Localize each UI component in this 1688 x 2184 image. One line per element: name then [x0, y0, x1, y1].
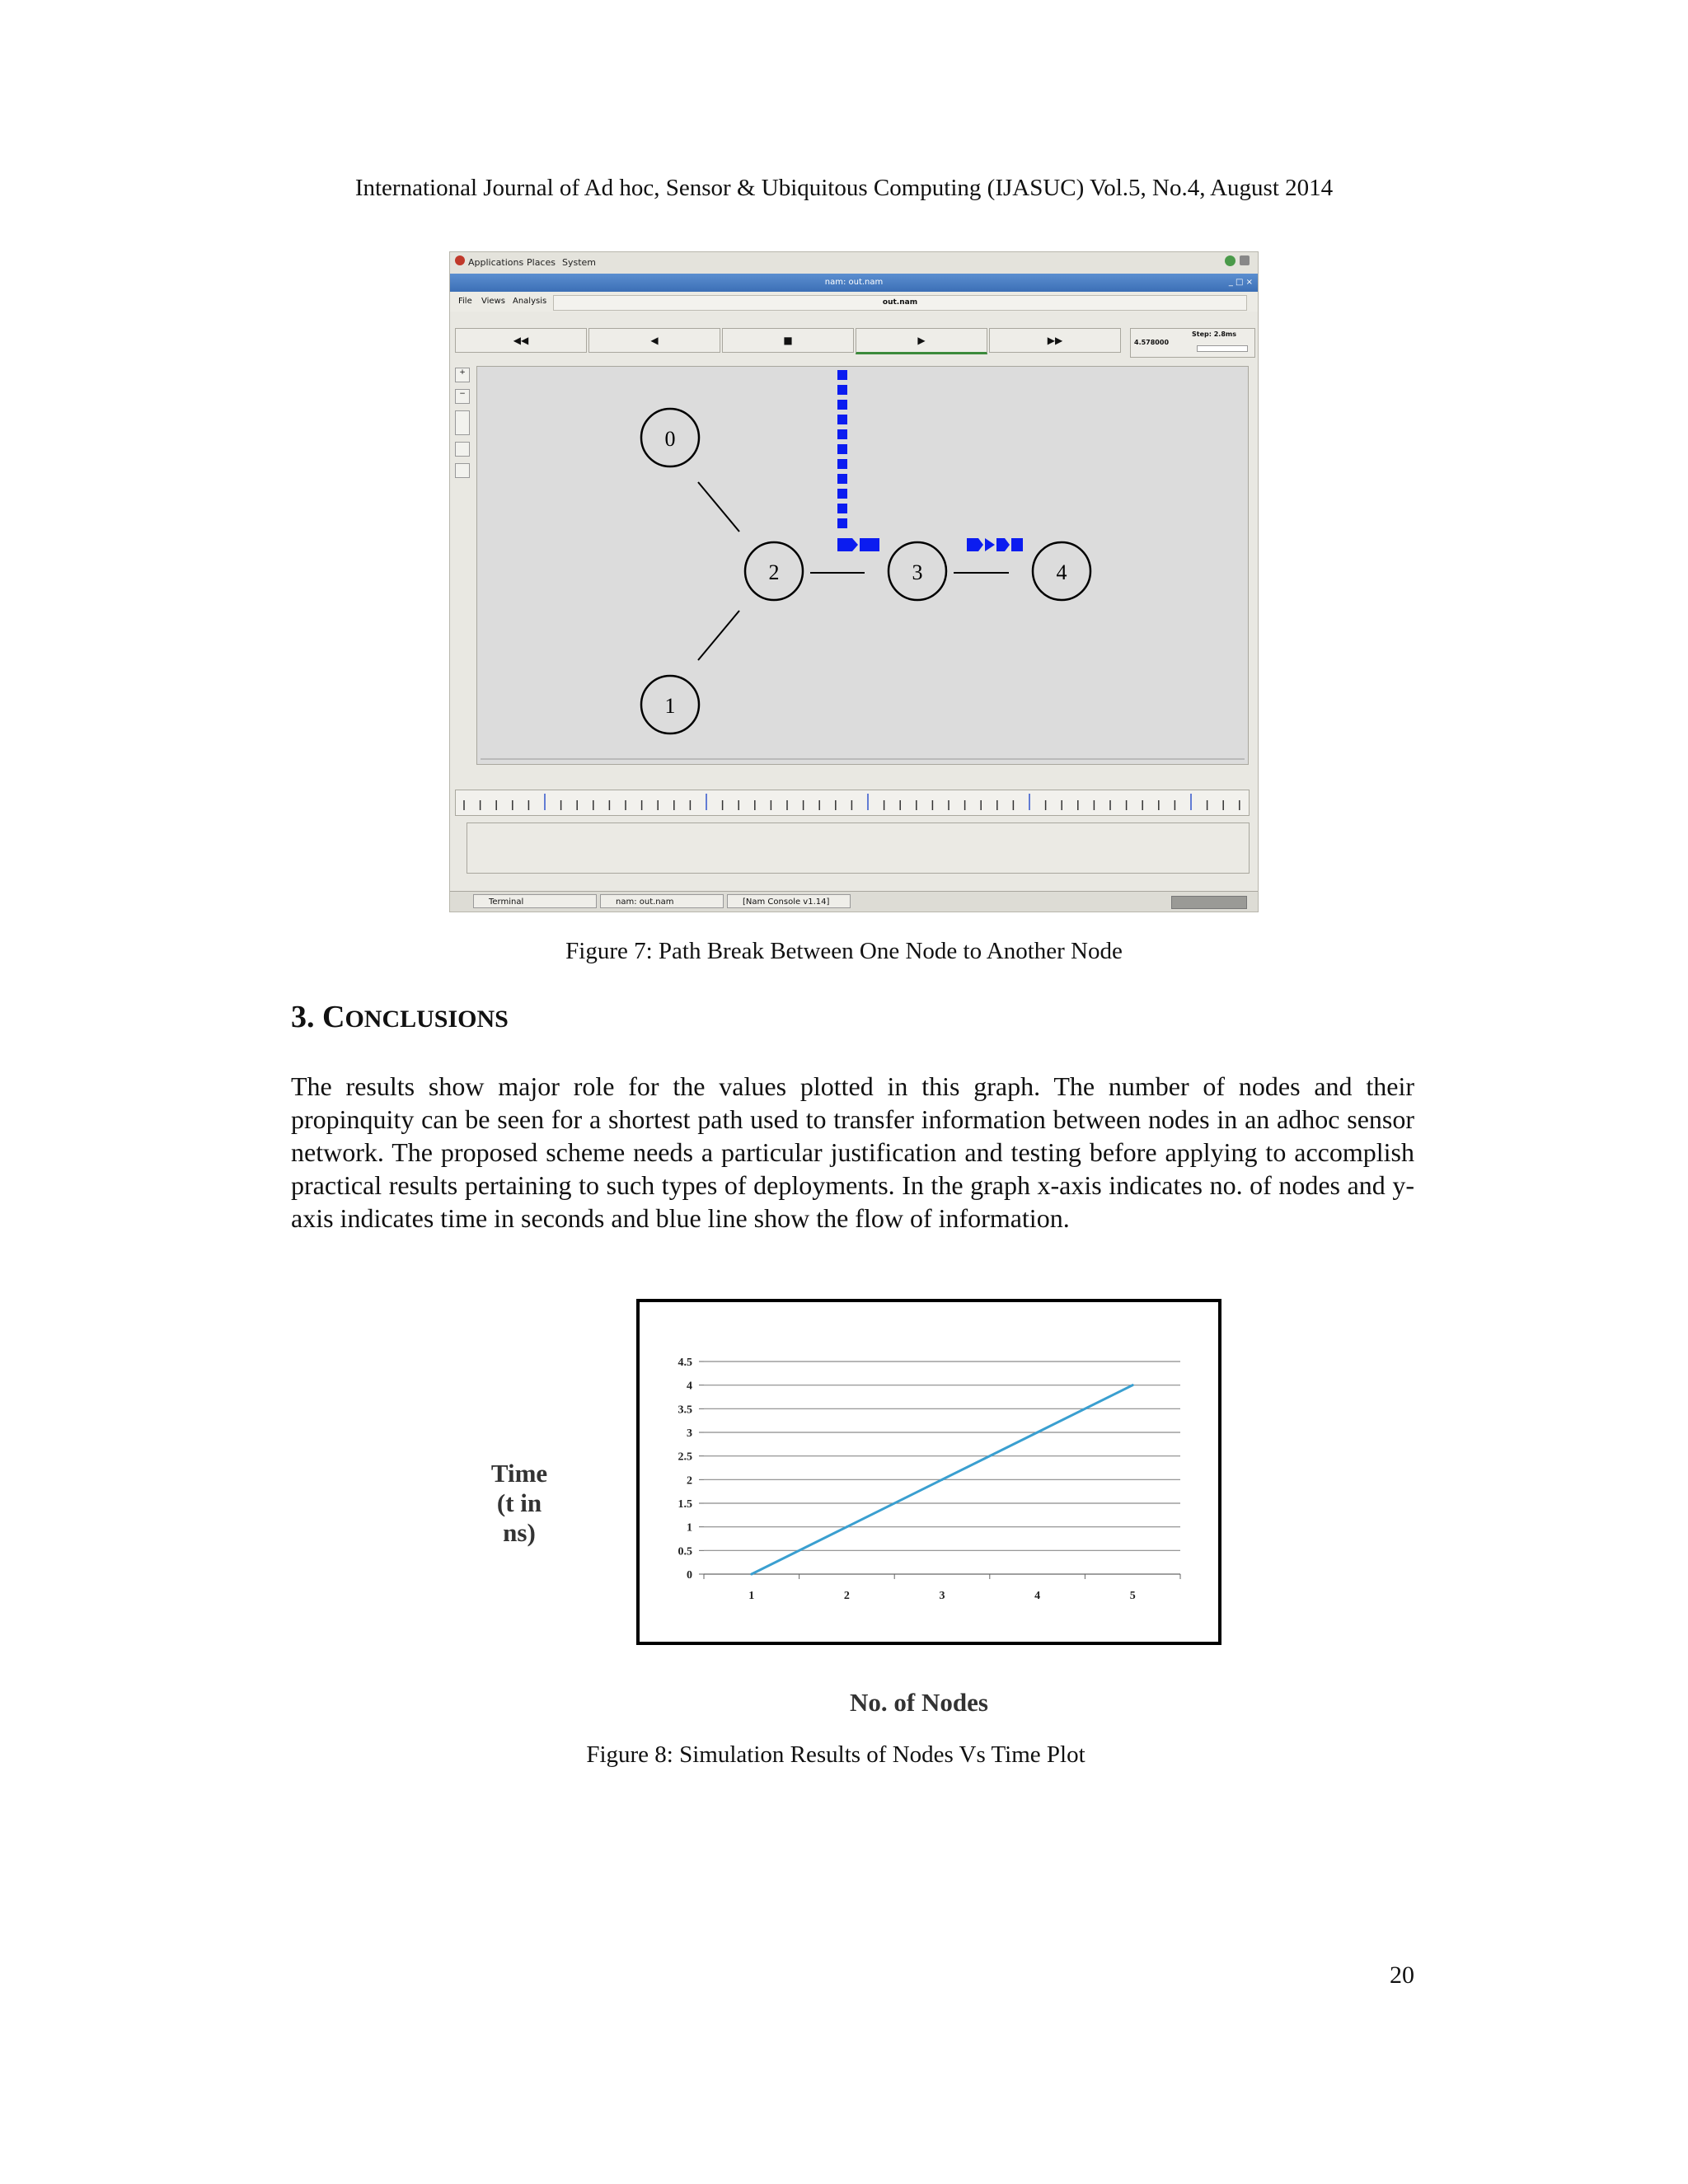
analysis-menu[interactable]: Analysis [513, 297, 547, 306]
annotation-panel[interactable] [467, 823, 1250, 874]
node-label-0: 0 [664, 427, 676, 451]
desktop-taskbar [450, 891, 1258, 912]
packets-link-2-3 [837, 538, 879, 551]
conclusions-paragraph: The results show major role for the values plotted in this graph. The number of nodes and their propinquity can be seen for a shortest path used to transfer information between nodes in an adhoc sensor network. The proposed scheme needs a particular justification and testing before applying to accomplish practical results pertaining to such types of deployments. In the graph x-axis indicates no. of nodes and y-axis indicates time in seconds and blue line show the flow of information. [291, 1071, 1414, 1233]
view-slider-icon[interactable] [455, 410, 470, 435]
nam-screenshot [449, 251, 1259, 912]
window-controls-icon[interactable]: _ □ × [1228, 278, 1253, 287]
link-1-2 [698, 611, 739, 660]
chart-frame [636, 1299, 1221, 1645]
section-number: 3. [291, 1000, 315, 1034]
stop-button[interactable]: ■ [722, 328, 854, 353]
timeline-ticks [456, 790, 1249, 815]
step-readout: Step: 2.8ms [1192, 330, 1236, 338]
volume-icon[interactable] [1240, 255, 1250, 265]
x-tick-label: 1 [748, 1590, 755, 1602]
y-tick-label: 2 [687, 1474, 692, 1488]
data-point [941, 1479, 944, 1481]
zoom-out-icon[interactable]: − [455, 389, 470, 404]
section-title-rest: ONCLUSIONS [345, 1005, 509, 1033]
figure-8-caption: Figure 8: Simulation Results of Nodes Vs Time Plot [586, 1741, 1085, 1768]
toggle-icon-2[interactable] [455, 463, 470, 478]
play-button[interactable]: ▶ [856, 328, 987, 354]
network-nodes [641, 409, 1090, 733]
nam-file-field: out.nam [553, 295, 1247, 311]
window-title: nam: out.nam [824, 278, 884, 287]
time-panel [1130, 328, 1255, 358]
y-title-line-3: ns) [503, 1518, 536, 1547]
places-menu[interactable]: Places [527, 257, 556, 268]
chart-x-axis-title: No. of Nodes [850, 1688, 988, 1717]
y-tick-label: 2.5 [678, 1451, 692, 1464]
chart-y-axis-title [462, 1459, 577, 1548]
network-icon[interactable] [1225, 255, 1236, 266]
node-label-3: 3 [912, 560, 923, 584]
y-tick-label: 1 [687, 1521, 692, 1535]
rewind-button[interactable]: ◀◀ [455, 328, 587, 353]
system-menu[interactable]: System [562, 257, 597, 268]
y-tick-label: 3 [687, 1427, 692, 1440]
fast-forward-button[interactable]: ▶▶ [989, 328, 1121, 353]
data-point [750, 1573, 753, 1576]
x-tick-label: 5 [1129, 1590, 1136, 1602]
window-title-bar [450, 274, 1258, 292]
data-point [846, 1526, 848, 1528]
views-menu[interactable]: Views [481, 297, 505, 306]
applications-menu[interactable]: Applications [468, 257, 524, 268]
node-label-4: 4 [1056, 560, 1067, 584]
taskbar-terminal[interactable]: Terminal [473, 894, 597, 908]
step-back-button[interactable]: ◀ [588, 328, 720, 353]
link-0-2 [698, 482, 739, 532]
y-tick-label: 1.5 [678, 1498, 692, 1511]
zoom-toolbar [455, 368, 473, 747]
fedora-logo-icon [455, 255, 465, 265]
file-menu[interactable]: File [458, 297, 472, 306]
taskbar-nam-console[interactable]: [Nam Console v1.14] [727, 894, 851, 908]
node-label-2: 2 [768, 560, 780, 584]
workspace-switcher[interactable] [1171, 896, 1247, 909]
y-tick-label: 0 [687, 1569, 692, 1582]
packet-stream-vertical [837, 370, 847, 528]
data-point [1132, 1384, 1134, 1386]
packets-link-3-4 [967, 538, 1023, 551]
y-tick-label: 0.5 [678, 1545, 692, 1558]
desktop-top-panel [450, 252, 1258, 274]
figure-7-caption: Figure 7: Path Break Between One Node to Another Node [565, 938, 1123, 964]
journal-header: International Journal of Ad hoc, Sensor & Ubiquitous Computing (IJASUC) Vol.5, No.4, August 2014 [354, 175, 1334, 201]
toggle-icon[interactable] [455, 442, 470, 457]
time-slider[interactable] [455, 790, 1250, 816]
data-point [1036, 1432, 1039, 1434]
y-tick-label: 4 [687, 1380, 692, 1393]
step-slider[interactable] [1197, 345, 1248, 352]
nodes-vs-time-chart [640, 1302, 1218, 1642]
y-tick-label: 4.5 [678, 1357, 692, 1369]
x-tick-label: 4 [1034, 1590, 1041, 1602]
nam-network-canvas [476, 366, 1249, 765]
section-first-letter: C [322, 1000, 345, 1034]
node-label-1: 1 [664, 694, 676, 718]
y-tick-label: 3.5 [678, 1404, 692, 1417]
x-tick-label: 2 [843, 1590, 850, 1602]
section-heading [291, 999, 509, 1035]
taskbar-nam-window[interactable]: nam: out.nam [600, 894, 724, 908]
zoom-in-icon[interactable]: + [455, 368, 470, 382]
x-tick-label: 3 [939, 1590, 945, 1602]
network-topology [477, 367, 1248, 764]
y-title-line-1: Time [490, 1459, 548, 1488]
time-readout: 4.578000 [1134, 339, 1170, 346]
page-number: 20 [1390, 1961, 1414, 1989]
y-title-line-2: (t in [496, 1488, 542, 1517]
